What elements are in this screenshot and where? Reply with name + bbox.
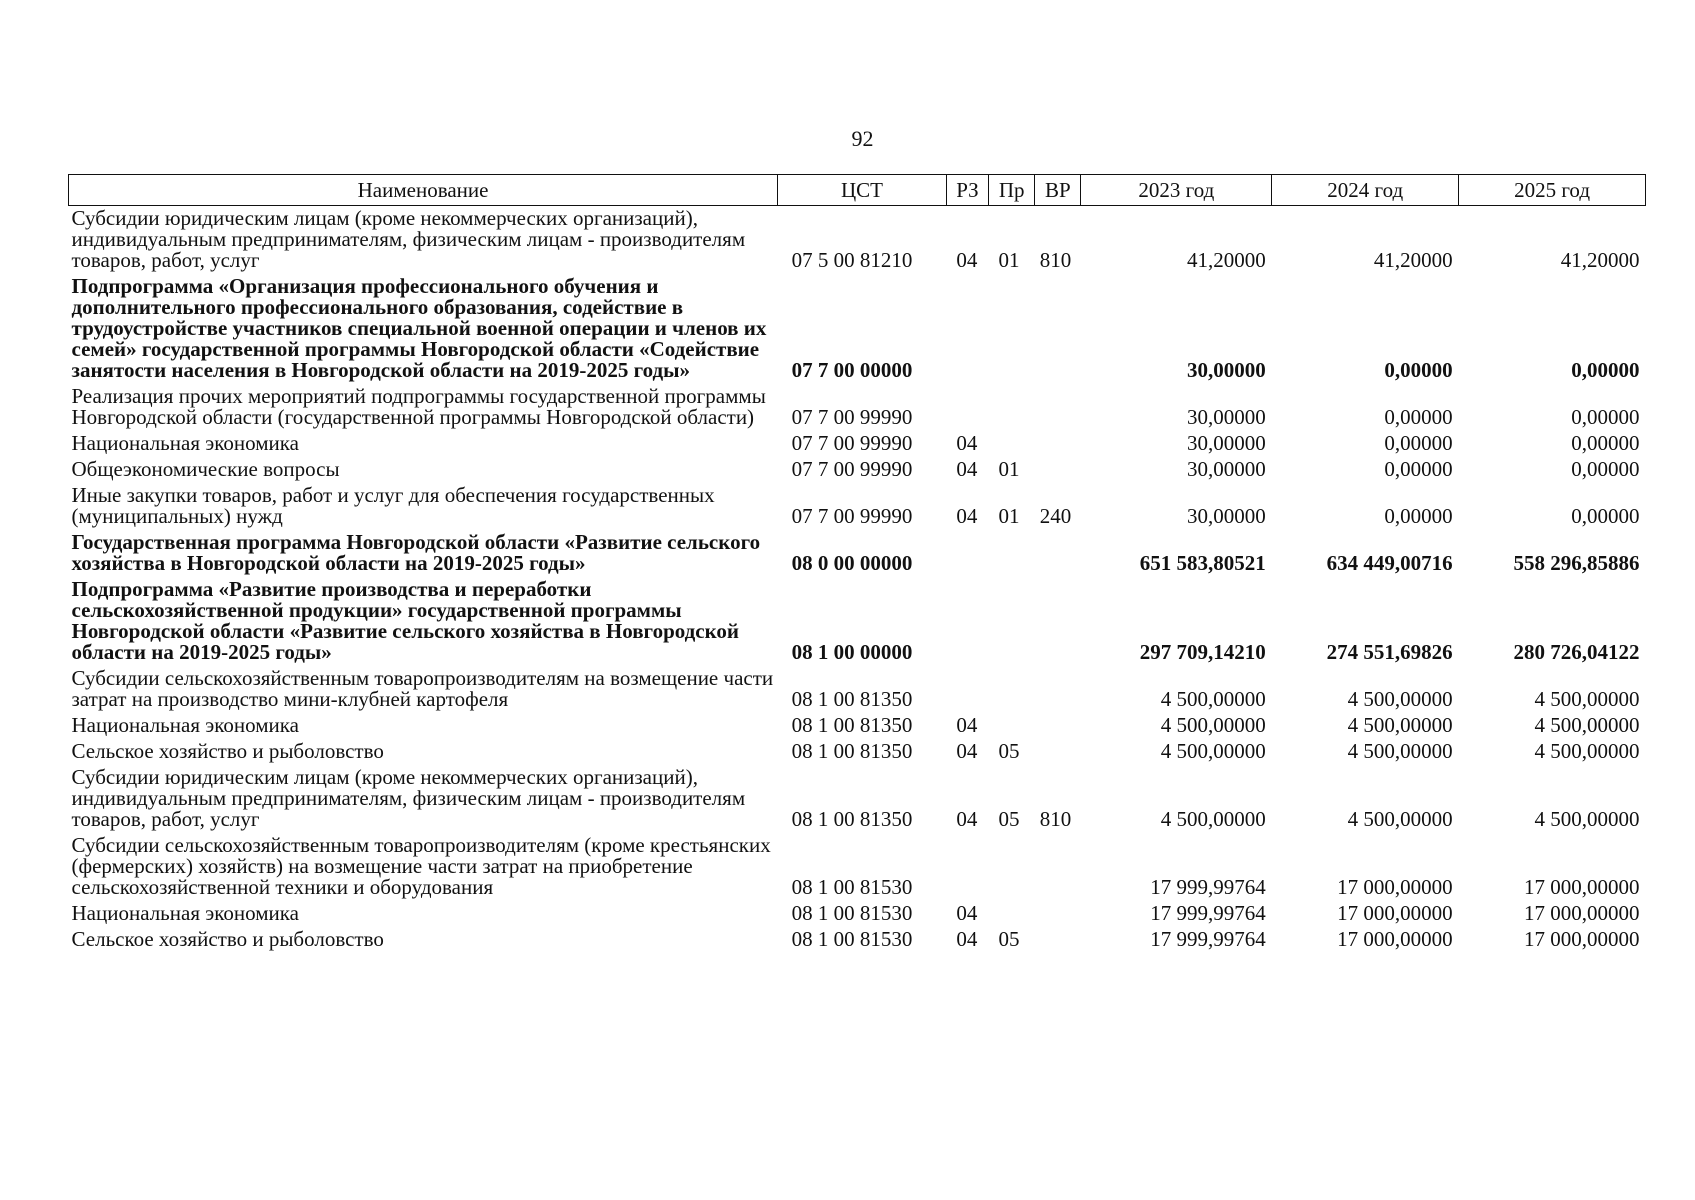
header-vr: ВР bbox=[1035, 175, 1081, 206]
cell-rz bbox=[946, 666, 988, 713]
cell-rz bbox=[946, 833, 988, 901]
cell-y2024: 0,00000 bbox=[1384, 431, 1453, 455]
cell-vr bbox=[1035, 666, 1081, 713]
cell-name: Субсидии юридическим лицам (кроме некоммерческих организаций), индивидуальным предпринимателям, физическим лицам - производителям товаров, работ, услуг bbox=[71, 765, 746, 831]
cell-pr bbox=[989, 384, 1035, 431]
cell-name: Национальная экономика bbox=[71, 431, 299, 455]
cell-y2023: 30,00000 bbox=[1187, 358, 1266, 382]
cell-pr: 01 bbox=[998, 504, 1020, 528]
cell-name: Субсидии юридическим лицам (кроме некоммерческих организаций), индивидуальным предпринимателям, физическим лицам - производителям товаров, работ, услуг bbox=[71, 206, 746, 272]
cell-rz: 04 bbox=[956, 901, 978, 925]
cell-cst: 07 5 00 81210 bbox=[791, 248, 913, 272]
cell-rz: 04 bbox=[956, 248, 978, 272]
cell-y2023: 41,20000 bbox=[1187, 248, 1266, 272]
cell-cst: 08 1 00 81350 bbox=[791, 687, 913, 711]
header-2025: 2025 год bbox=[1459, 175, 1646, 206]
cell-y2025: 4 500,00000 bbox=[1534, 713, 1640, 737]
cell-y2023: 297 709,14210 bbox=[1139, 640, 1266, 664]
table-row bbox=[69, 431, 1646, 457]
cell-vr: 240 bbox=[1039, 504, 1072, 528]
cell-y2023: 30,00000 bbox=[1187, 405, 1266, 429]
cell-y2024: 4 500,00000 bbox=[1347, 739, 1453, 763]
cell-name: Подпрограмма «Организация профессионального обучения и дополнительного профессионального образования, содействие в трудоустройстве участников специальной военной операции и членов их семей» государственной программы Новгородской области «Содействие занятости населения в Новгородской области на 2019-2025 годы» bbox=[71, 274, 767, 382]
cell-cst: 08 1 00 81530 bbox=[791, 901, 913, 925]
cell-rz: 04 bbox=[956, 713, 978, 737]
cell-cst: 08 1 00 81350 bbox=[791, 739, 913, 763]
table-row bbox=[69, 739, 1646, 765]
cell-rz: 04 bbox=[956, 431, 978, 455]
cell-rz: 04 bbox=[956, 807, 978, 831]
cell-y2025: 17 000,00000 bbox=[1524, 927, 1640, 951]
cell-vr bbox=[1035, 927, 1081, 953]
cell-rz: 04 bbox=[956, 457, 978, 481]
cell-name: Общеэкономические вопросы bbox=[71, 457, 340, 481]
budget-table bbox=[68, 174, 1646, 953]
cell-y2023: 4 500,00000 bbox=[1160, 713, 1266, 737]
cell-y2025: 17 000,00000 bbox=[1524, 901, 1640, 925]
cell-pr: 05 bbox=[998, 807, 1020, 831]
cell-y2023: 4 500,00000 bbox=[1160, 687, 1266, 711]
header-name: Наименование bbox=[69, 175, 778, 206]
cell-pr bbox=[989, 274, 1035, 384]
cell-vr bbox=[1035, 577, 1081, 666]
cell-vr bbox=[1035, 833, 1081, 901]
cell-pr bbox=[989, 431, 1035, 457]
cell-y2024: 4 500,00000 bbox=[1347, 713, 1453, 737]
cell-y2023: 17 999,99764 bbox=[1150, 927, 1266, 951]
cell-name: Государственная программа Новгородской области «Развитие сельского хозяйства в Новгородской области на 2019-2025 годы» bbox=[71, 530, 761, 575]
table-row bbox=[69, 666, 1646, 713]
cell-y2023: 17 999,99764 bbox=[1150, 875, 1266, 899]
header-row bbox=[69, 175, 1646, 206]
cell-y2025: 280 726,04122 bbox=[1513, 640, 1640, 664]
cell-cst: 08 0 00 00000 bbox=[791, 551, 913, 575]
cell-y2025: 0,00000 bbox=[1571, 405, 1640, 429]
cell-cst: 08 1 00 81530 bbox=[791, 875, 913, 899]
table-row bbox=[69, 713, 1646, 739]
cell-y2024: 0,00000 bbox=[1384, 504, 1453, 528]
cell-y2025: 41,20000 bbox=[1560, 248, 1640, 272]
cell-pr bbox=[989, 577, 1035, 666]
header-pr: Пр bbox=[989, 175, 1035, 206]
table-body bbox=[69, 206, 1646, 954]
cell-name: Реализация прочих мероприятий подпрограммы государственной программы Новгородской области (государственной программы Новгородской области) bbox=[71, 384, 766, 429]
table-row bbox=[69, 384, 1646, 431]
cell-name: Подпрограмма «Развитие производства и переработки сельскохозяйственной продукции» государственной программы Новгородской области «Развитие сельского хозяйства в Новгородской области на 2019-2025 годы» bbox=[71, 577, 740, 664]
cell-pr: 01 bbox=[998, 457, 1020, 481]
cell-y2025: 0,00000 bbox=[1571, 504, 1640, 528]
table-row bbox=[69, 274, 1646, 384]
cell-y2024: 4 500,00000 bbox=[1347, 807, 1453, 831]
table-row bbox=[69, 765, 1646, 833]
header-2024: 2024 год bbox=[1272, 175, 1459, 206]
cell-y2025: 4 500,00000 bbox=[1534, 739, 1640, 763]
cell-y2025: 4 500,00000 bbox=[1534, 687, 1640, 711]
cell-cst: 07 7 00 99990 bbox=[791, 457, 913, 481]
cell-name: Иные закупки товаров, работ и услуг для обеспечения государственных (муниципальных) нужд bbox=[71, 483, 715, 528]
cell-rz bbox=[946, 530, 988, 577]
cell-y2024: 634 449,00716 bbox=[1326, 551, 1453, 575]
cell-vr bbox=[1035, 274, 1081, 384]
table-row bbox=[69, 483, 1646, 530]
cell-y2023: 4 500,00000 bbox=[1160, 807, 1266, 831]
cell-name: Субсидии сельскохозяйственным товаропроизводителям (кроме крестьянских (фермерских) хозяйств) на возмещение части затрат на приобретение сельскохозяйственной техники и оборудования bbox=[71, 833, 771, 899]
cell-pr bbox=[989, 666, 1035, 713]
cell-cst: 08 1 00 81350 bbox=[791, 807, 913, 831]
cell-y2024: 17 000,00000 bbox=[1337, 901, 1453, 925]
cell-y2025: 4 500,00000 bbox=[1534, 807, 1640, 831]
cell-vr bbox=[1035, 739, 1081, 765]
cell-pr: 05 bbox=[998, 739, 1020, 763]
cell-y2025: 0,00000 bbox=[1571, 457, 1640, 481]
table-row bbox=[69, 530, 1646, 577]
header-cst: ЦСТ bbox=[778, 175, 947, 206]
cell-y2023: 17 999,99764 bbox=[1150, 901, 1266, 925]
cell-cst: 07 7 00 99990 bbox=[791, 405, 913, 429]
page-number: 92 bbox=[851, 126, 874, 151]
cell-vr: 810 bbox=[1039, 248, 1072, 272]
cell-rz bbox=[946, 274, 988, 384]
cell-cst: 08 1 00 81350 bbox=[791, 713, 913, 737]
cell-name: Национальная экономика bbox=[71, 713, 299, 737]
cell-name: Сельское хозяйство и рыболовство bbox=[71, 739, 384, 763]
cell-vr bbox=[1035, 431, 1081, 457]
cell-vr bbox=[1035, 530, 1081, 577]
cell-cst: 07 7 00 99990 bbox=[791, 504, 913, 528]
cell-y2024: 41,20000 bbox=[1373, 248, 1453, 272]
cell-name: Национальная экономика bbox=[71, 901, 299, 925]
cell-y2023: 30,00000 bbox=[1187, 457, 1266, 481]
cell-vr bbox=[1035, 384, 1081, 431]
cell-y2023: 4 500,00000 bbox=[1160, 739, 1266, 763]
cell-name: Сельское хозяйство и рыболовство bbox=[71, 927, 384, 951]
cell-y2024: 0,00000 bbox=[1384, 457, 1453, 481]
cell-cst: 07 7 00 00000 bbox=[791, 358, 913, 382]
cell-cst: 08 1 00 00000 bbox=[791, 640, 913, 664]
cell-pr bbox=[989, 833, 1035, 901]
cell-rz: 04 bbox=[956, 927, 978, 951]
cell-y2025: 0,00000 bbox=[1571, 358, 1640, 382]
table-row bbox=[69, 577, 1646, 666]
cell-vr bbox=[1035, 457, 1081, 483]
cell-vr: 810 bbox=[1039, 807, 1072, 831]
cell-rz: 04 bbox=[956, 504, 978, 528]
cell-y2024: 0,00000 bbox=[1384, 405, 1453, 429]
table-row bbox=[69, 833, 1646, 901]
header-rz: РЗ bbox=[946, 175, 988, 206]
cell-pr: 05 bbox=[998, 927, 1020, 951]
table-header bbox=[69, 175, 1646, 206]
cell-rz bbox=[946, 384, 988, 431]
table-row bbox=[69, 457, 1646, 483]
cell-y2023: 651 583,80521 bbox=[1139, 551, 1266, 575]
cell-y2023: 30,00000 bbox=[1187, 431, 1266, 455]
header-2023: 2023 год bbox=[1081, 175, 1272, 206]
cell-pr bbox=[989, 713, 1035, 739]
cell-cst: 08 1 00 81530 bbox=[791, 927, 913, 951]
cell-vr bbox=[1035, 901, 1081, 927]
cell-y2024: 17 000,00000 bbox=[1337, 927, 1453, 951]
table-row bbox=[69, 206, 1646, 275]
cell-rz bbox=[946, 577, 988, 666]
cell-y2024: 17 000,00000 bbox=[1337, 875, 1453, 899]
cell-y2025: 558 296,85886 bbox=[1513, 551, 1640, 575]
cell-y2025: 0,00000 bbox=[1571, 431, 1640, 455]
cell-pr bbox=[989, 530, 1035, 577]
table-row bbox=[69, 927, 1646, 953]
table-row bbox=[69, 901, 1646, 927]
cell-rz: 04 bbox=[956, 739, 978, 763]
cell-y2024: 0,00000 bbox=[1384, 358, 1453, 382]
cell-name: Субсидии сельскохозяйственным товаропроизводителям на возмещение части затрат на производство мини-клубней картофеля bbox=[71, 666, 774, 711]
cell-cst: 07 7 00 99990 bbox=[791, 431, 913, 455]
cell-pr: 01 bbox=[998, 248, 1020, 272]
cell-y2023: 30,00000 bbox=[1187, 504, 1266, 528]
cell-y2024: 4 500,00000 bbox=[1347, 687, 1453, 711]
cell-pr bbox=[989, 901, 1035, 927]
cell-vr bbox=[1035, 713, 1081, 739]
cell-y2025: 17 000,00000 bbox=[1524, 875, 1640, 899]
cell-y2024: 274 551,69826 bbox=[1326, 640, 1453, 664]
